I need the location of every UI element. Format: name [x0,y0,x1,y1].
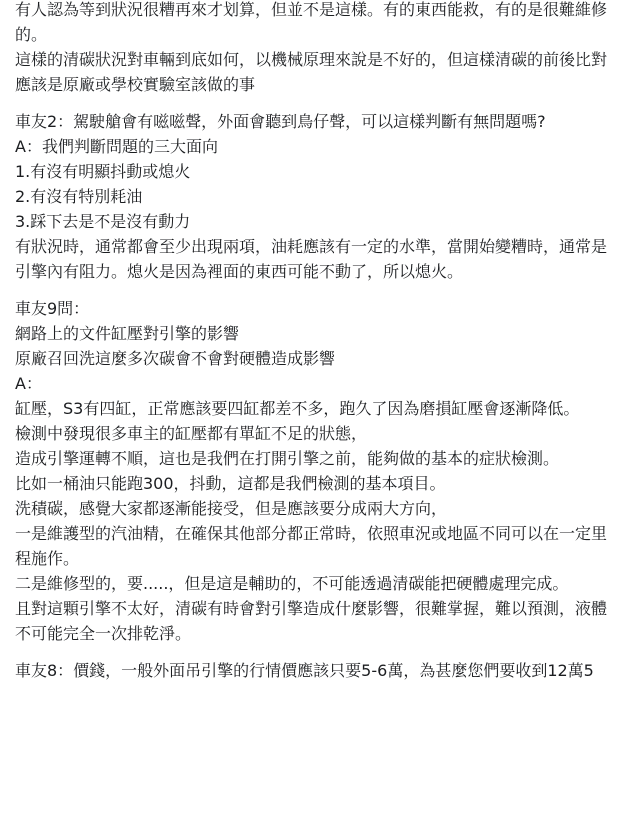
post-paragraph: A：我們判斷問題的三大面向 [15,137,218,156]
post-paragraph: 造成引擎運轉不順，這也是我們在打開引擎之前，能夠做的基本的症狀檢測。 [15,449,560,468]
post-paragraph: 有人認為等到狀況很糟再來才划算，但並不是這樣。有的東西能救，有的是很難維修的。 [15,0,608,44]
post-paragraph: 原廠召回洗這麼多次碳會不會對硬體造成影響 [15,349,336,368]
post-paragraph: 車友9問： [15,299,90,318]
post-paragraph: 檢測中發現很多車主的缸壓都有單缸不足的狀態， [15,424,368,443]
post-paragraph: 二是維修型的，要.....，但是這是輔助的，不可能透過清碳能把硬體處理完成。 [15,574,569,593]
post-paragraph: 3.踩下去是不是沒有動力 [15,212,191,231]
post-paragraph: 比如一桶油只能跑300，抖動，這都是我們檢測的基本項目。 [15,474,446,493]
post-paragraph: 車友8：價錢，一般外面吊引擎的行情價應該只要5-6萬，為甚麼您們要收到12萬5 [15,661,594,680]
post-paragraph: 一是維護型的汽油精，在確保其他部分都正常時，依照車況或地區不同可以在一定里程施作。 [15,524,608,568]
post-paragraph: 且對這顆引擎不太好，清碳有時會對引擎造成什麼影響，很難掌握，難以預測，液體不可能完全一次排乾淨。 [15,599,608,643]
post-paragraph: 車友2：駕駛艙會有嗞嗞聲，外面會聽到鳥仔聲，可以這樣判斷有無問題嗎? [15,112,546,131]
post-paragraph: 1.有沒有明顯抖動或熄火 [15,162,191,181]
post-paragraph: 2.有沒有特別耗油 [15,187,143,206]
post-paragraph: 缸壓，S3有四缸，正常應該要四缸都差不多，跑久了因為磨損缸壓會逐漸降低。 [15,399,580,418]
post-paragraph: 有狀況時，通常都會至少出現兩項，油耗應該有一定的水準，當開始變糟時，通常是引擎內有阻力。熄火是因為裡面的東西可能不動了，所以熄火。 [15,237,608,281]
post-paragraph: 這樣的清碳狀況對車輛到底如何，以機械原理來說是不好的，但這樣清碳的前後比對應該是原廠或學校實驗室該做的事 [15,50,608,94]
post-paragraph: A： [15,374,42,393]
post-paragraph: 網路上的文件缸壓對引擎的影響 [15,324,240,343]
post-paragraph: 洗積碳，感覺大家都逐漸能接受，但是應該要分成兩大方向， [15,499,448,518]
